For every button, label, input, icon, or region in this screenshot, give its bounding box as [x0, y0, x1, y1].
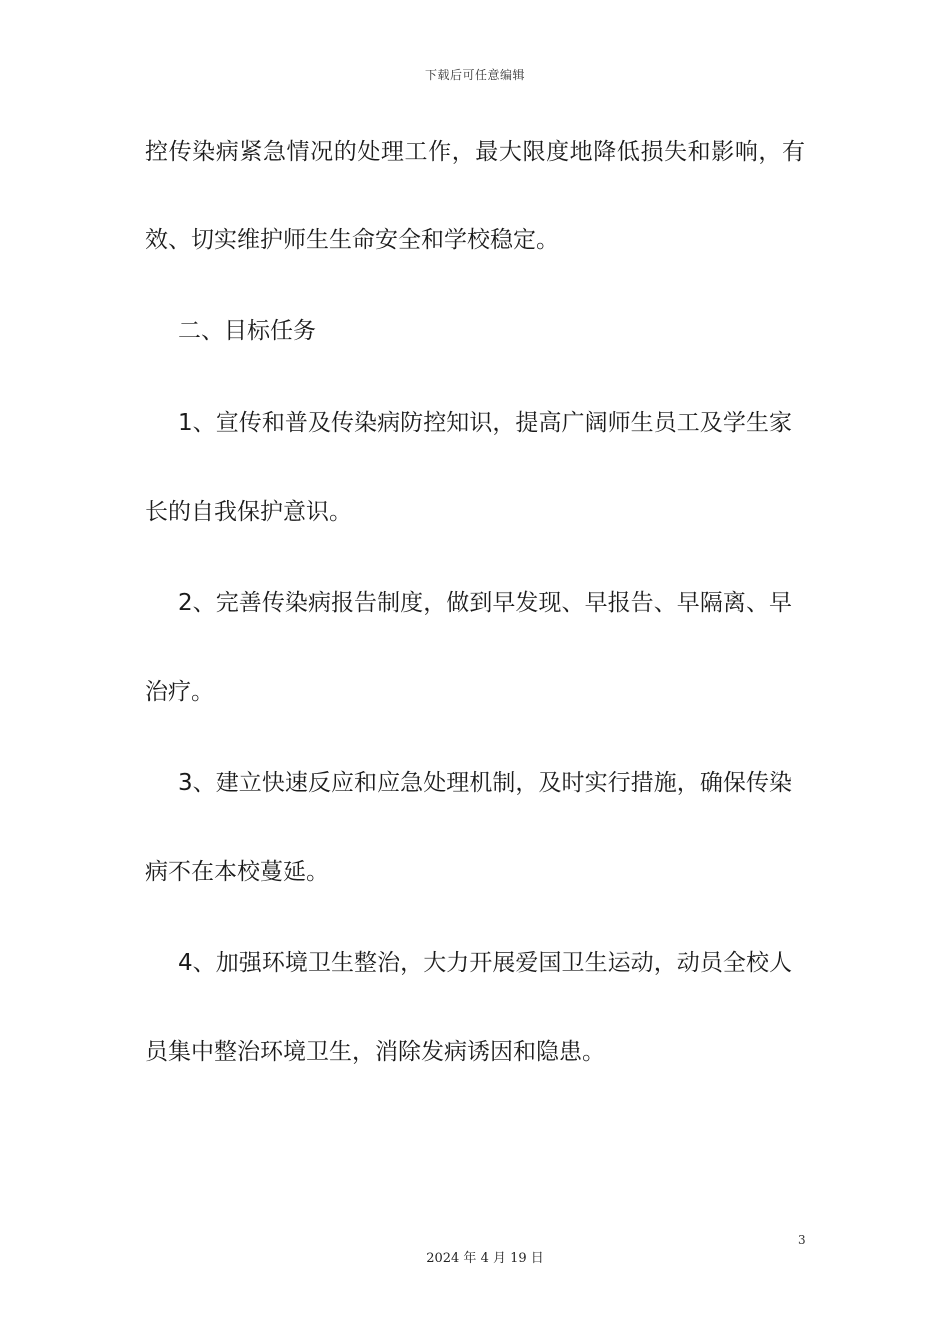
- body-line: 2、完善传染病报告制度，做到早发现、早报告、早隔离、早: [178, 590, 792, 616]
- body-line: 病不在本校蔓延。: [145, 859, 329, 885]
- header-note: 下载后可任意编辑: [424, 68, 525, 82]
- body-line: 治疗。: [145, 679, 214, 705]
- body-line: 长的自我保护意识。: [145, 499, 352, 525]
- section-heading: 二、目标任务: [178, 318, 316, 344]
- body-line: 1、宣传和普及传染病防控知识，提高广阔师生员工及学生家: [178, 410, 792, 436]
- footer-date: 2024 年 4 月 19 日: [426, 1251, 544, 1266]
- body-line: 效、切实维护师生生命安全和学校稳定。: [145, 227, 559, 253]
- body-line: 3、建立快速反应和应急处理机制，及时实行措施，确保传染: [178, 770, 792, 796]
- page-number: 3: [798, 1233, 806, 1247]
- body-line: 控传染病紧急情况的处理工作，最大限度地降低损失和影响，有: [145, 139, 805, 165]
- body-line: 员集中整治环境卫生，消除发病诱因和隐患。: [145, 1039, 605, 1065]
- body-line: 4、加强环境卫生整治，大力开展爱国卫生运动，动员全校人: [178, 950, 792, 976]
